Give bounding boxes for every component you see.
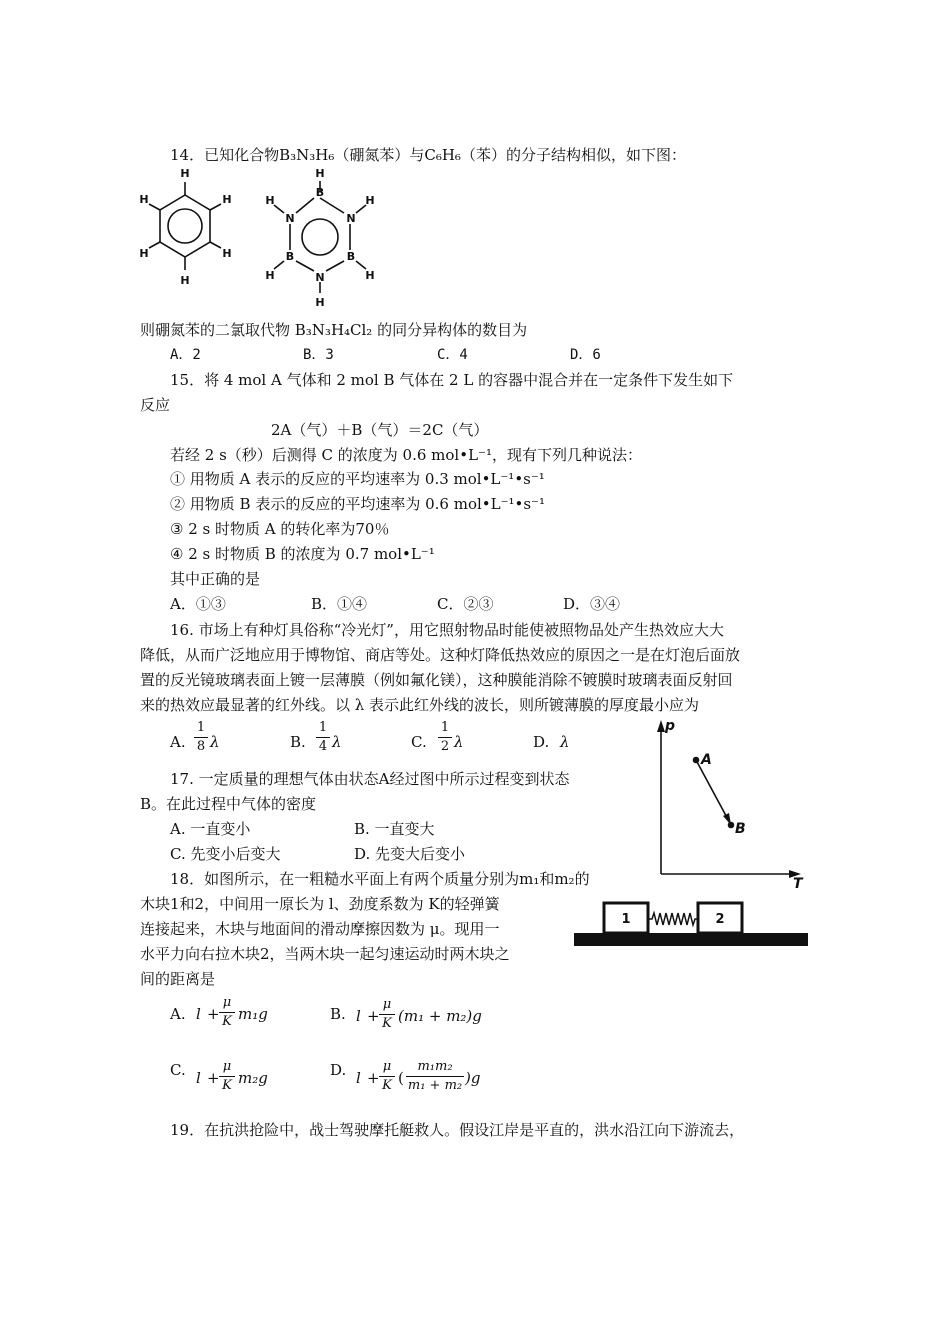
q15-condition: 若经 2 s（秒）后测得 C 的浓度为 0.6 mol•L⁻¹，现有下列几种说法： [170,446,642,464]
atom-label: H [365,194,375,207]
atom-label: H [222,247,232,260]
atom-label: H [139,193,149,206]
atom-label-n: N [285,212,295,225]
q18-frac-d-mass [406,1059,464,1094]
denominator: 2 [440,739,450,754]
block-2-label: 2 [715,912,725,927]
q17-option-c: C. 先变小后变大 [170,845,281,863]
denominator: K [222,1014,232,1029]
q16-label-b: B. [290,733,306,751]
denominator: K [382,1016,392,1031]
atom-label-n: N [315,271,325,284]
q15-statement-4: ④ 2 s 时物质 B 的浓度为 0.7 mol•L⁻¹ [170,545,435,563]
q18-var-l: l [196,1069,201,1087]
q19-line1: 19．在抗洪抢险中，战士驾驶摩托艇救人。假设江岸是平直的，洪水沿江向下游流去， [170,1121,745,1139]
q18-plus: + [207,1069,220,1087]
q18-line3: 连接起来，木块与地面间的滑动摩擦因数为 μ。现用一 [140,920,500,938]
point-a-label: A [701,752,712,768]
q18-line5: 间的距离是 [140,970,216,988]
q16-label-a: A. [170,733,186,751]
q18-opt-d-open: ( [398,1069,404,1087]
x-axis-label: T [793,876,803,892]
q15-option-c: C．②③ [437,595,494,613]
denominator: K [382,1078,392,1093]
q14-option-b: B．3 [303,347,334,363]
q18-var-l: l [196,1005,201,1023]
q15-option-b: B．①④ [311,595,368,613]
atom-label: H [265,194,275,207]
q16-line2: 降低，从而广泛地应用于博物馆、商店等处。这种灯降低热效应的原因之一是在灯泡后面放 [140,646,741,664]
atom-label: H [222,193,232,206]
q16-lambda: λ [332,733,342,751]
q15-equation: 2A（气）＋B（气）＝2C（气） [271,421,489,439]
point-b-label: B [735,821,746,837]
q18-frac-c [219,1059,235,1094]
denominator: 4 [318,739,328,754]
q16-line1: 16. 市场上有种灯具俗称“冷光灯”，用它照射物品时能使被照物品处产生热效应大大 [170,621,724,639]
q17-option-b: B. 一直变大 [354,820,435,838]
borazine-structure-diagram [262,162,382,312]
q14-option-c: C．4 [437,347,468,363]
q15-stem-line2: 反应 [140,396,171,414]
q16-line4: 来的热效应最显著的红外线。以 λ 表示此红外线的波长，则所镀薄膜的厚度最小应为 [140,696,700,714]
numerator: μ [222,995,232,1010]
denominator: 8 [196,739,206,754]
q18-frac-d-mu [379,1059,395,1094]
numerator: 1 [440,720,450,735]
q16-fraction-c [438,720,452,755]
denominator: K [222,1078,232,1093]
q18-frac-b [379,997,395,1032]
numerator: μ [382,1059,392,1074]
q17-option-d: D. 先变大后变小 [354,845,466,863]
numerator: μ [222,1059,232,1074]
block-1-label: 1 [621,912,631,927]
q16-lambda: λ [210,733,220,751]
numerator: μ [382,997,392,1012]
q16-label-c: C. [411,733,427,751]
atom-label: H [315,167,325,180]
atom-label-b: B [346,250,356,263]
q17-line1: 17. 一定质量的理想气体由状态A经过图中所示过程变到状态 [170,770,570,788]
q16-label-d: D. [533,733,550,751]
q18-plus: + [367,1069,380,1087]
q16-lambda: λ [560,733,570,751]
q18-plus: + [207,1005,220,1023]
q18-opt-c-tail: m₂g [238,1069,268,1087]
atom-label-b: B [315,186,325,199]
q16-lambda: λ [454,733,464,751]
q15-statement-1: ① 用物质 A 表示的反应的平均速率为 0.3 mol•L⁻¹•s⁻¹ [170,470,545,488]
benzene-structure-diagram [135,162,245,297]
q18-line4: 水平力向右拉木块2，当两木块一起匀速运动时两木块之 [140,945,510,963]
atom-label: H [265,269,275,282]
q15-option-a: A．①③ [170,595,226,613]
q18-plus: + [367,1007,380,1025]
q16-fraction-a [194,720,208,755]
blocks-spring-diagram [572,895,812,955]
q18-var-l: l [356,1069,361,1087]
atom-label: H [315,296,325,309]
numerator: 1 [196,720,206,735]
p-t-graph [645,712,815,892]
q15-stem-line1: 15．将 4 mol A 气体和 2 mol B 气体在 2 L 的容器中混合并在一定条件下发生如下 [170,371,734,389]
q16-line3: 置的反光镜玻璃表面上镀一层薄膜（例如氟化镁），这种膜能消除不镀膜时玻璃表面反射回 [140,671,733,689]
q18-opt-b-tail: (m₁ + m₂)g [398,1007,482,1025]
q14-question: 则硼氮苯的二氯取代物 B₃N₃H₄Cl₂ 的同分异构体的数目为 [140,321,528,339]
atom-label-b: B [285,250,295,263]
q18-opt-a-tail: m₁g [238,1005,268,1023]
q14-stem: 14．已知化合物B₃N₃H₆（硼氮苯）与C₆H₆（苯）的分子结构相似，如下图： [170,146,686,164]
q18-label-a: A. [170,1005,186,1023]
q18-label-b: B. [330,1005,346,1023]
q15-option-d: D．③④ [563,595,621,613]
q17-line2: B。在此过程中气体的密度 [140,795,317,813]
q18-label-d: D. [330,1061,347,1079]
atom-label-n: N [346,212,356,225]
q18-label-c: C. [170,1061,186,1079]
q18-opt-d-close: )g [465,1069,481,1087]
atom-label: H [365,269,375,282]
q15-statement-2: ② 用物质 B 表示的反应的平均速率为 0.6 mol•L⁻¹•s⁻¹ [170,495,545,513]
q15-ask: 其中正确的是 [170,570,261,588]
q15-statement-3: ③ 2 s 时物质 A 的转化率为70％ [170,520,390,538]
atom-label: H [139,247,149,260]
q17-option-a: A. 一直变小 [170,820,251,838]
y-axis-label: p [665,718,676,734]
numerator: 1 [318,720,328,735]
q18-line1: 18．如图所示，在一粗糙水平面上有两个质量分别为m₁和m₂的 [170,870,590,888]
q14-option-a: A．2 [170,347,201,363]
q18-line2: 木块1和2，中间用一原长为 l、劲度系数为 K的轻弹簧 [140,895,500,913]
q14-option-d: D．6 [570,347,601,363]
atom-label: H [180,167,190,180]
q18-frac-a [219,995,235,1030]
atom-label: H [180,274,190,287]
denominator: m₁ + m₂ [407,1078,463,1093]
q16-fraction-b [316,720,330,755]
numerator: m₁m₂ [417,1059,453,1074]
q18-var-l: l [356,1007,361,1025]
